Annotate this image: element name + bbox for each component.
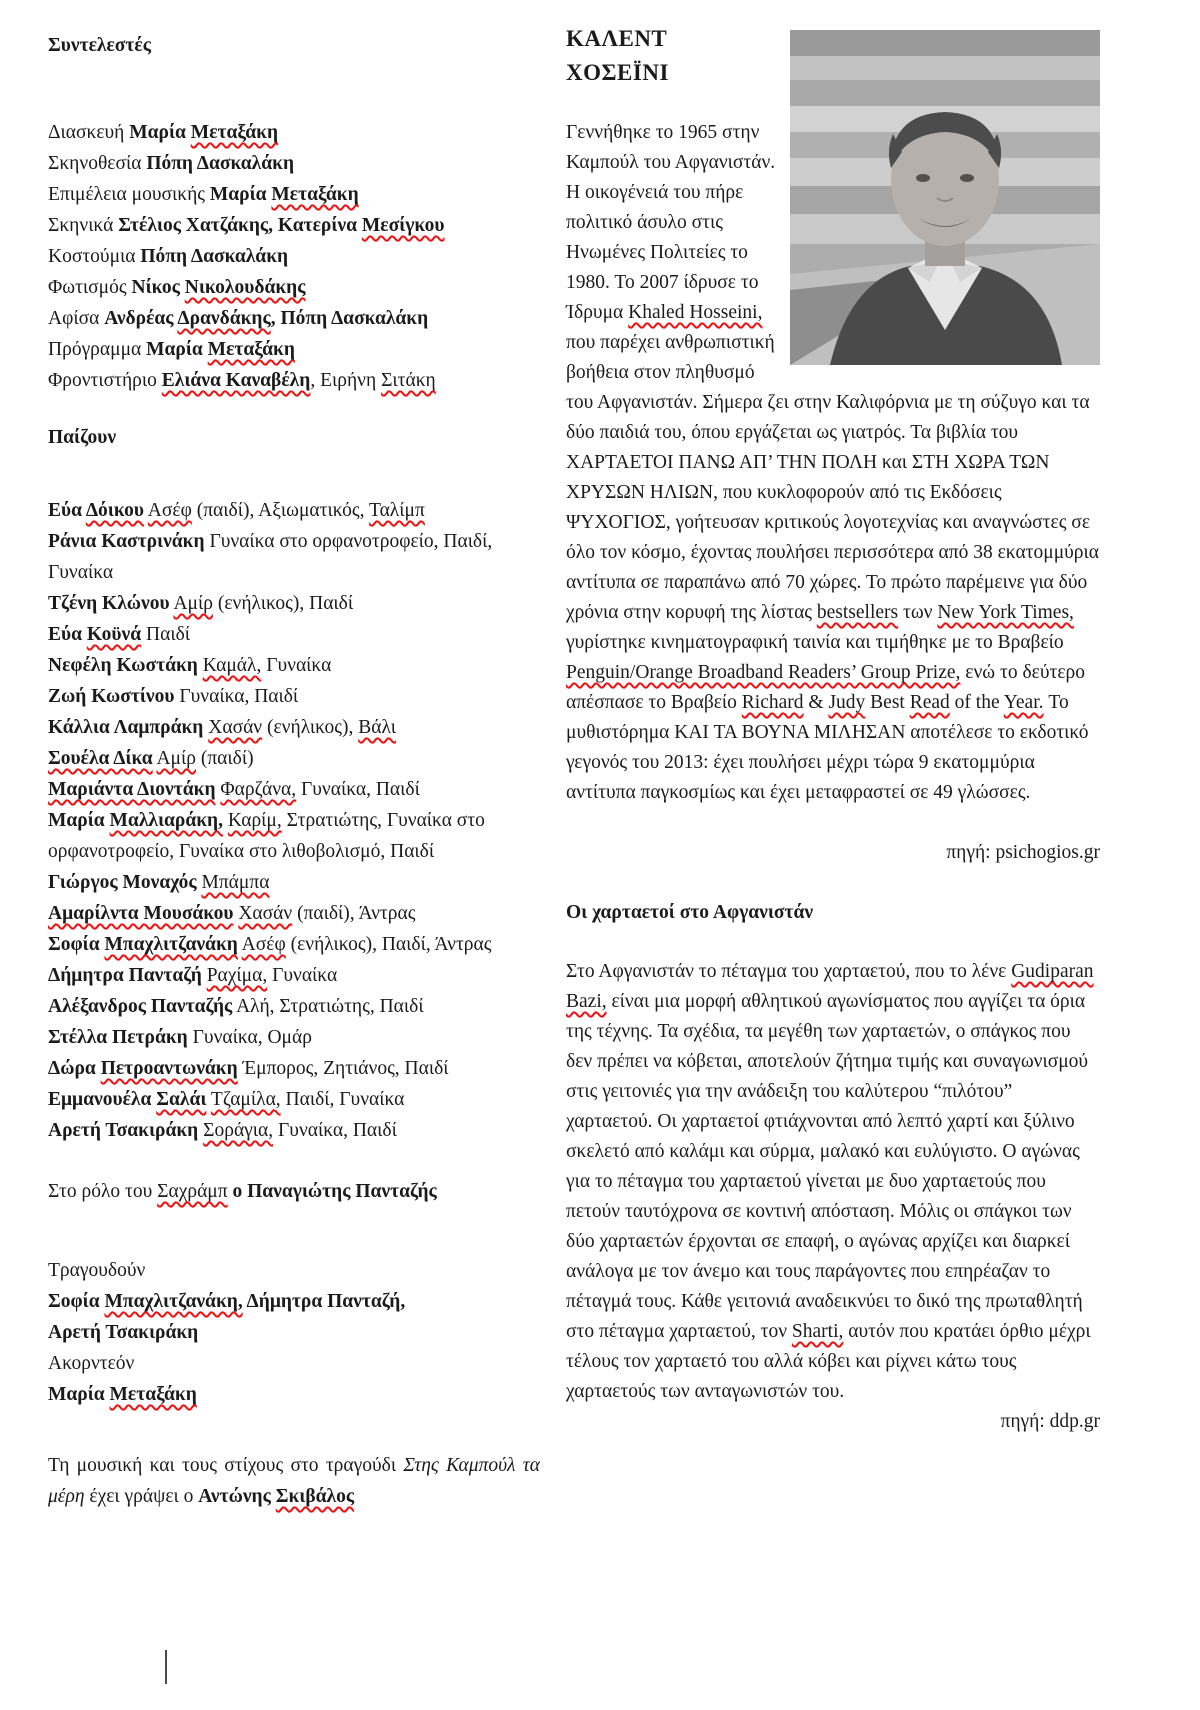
spellcheck-flagged-text: Ελιάνα Καναβέλη (161, 370, 311, 391)
text-segment: ενώ το δεύτερο απέσπασε το Βραβείο (566, 662, 1085, 713)
spacer (48, 1410, 540, 1450)
text-segment: Γυναίκα, Παιδί (273, 1120, 397, 1141)
right-column (566, 22, 1100, 1437)
accordion-heading: Ακορντεόν (48, 1353, 135, 1374)
text-segment: ο Παναγιώτης Πανταζής (232, 1181, 437, 1202)
spellcheck-flagged-text: Μεταξάκη (190, 122, 279, 143)
text-segment: Γυναίκα (267, 965, 338, 986)
cast-line (48, 960, 540, 991)
credit-line (48, 148, 540, 179)
spellcheck-flagged-text: Μαριάντα Διοντάκη (48, 779, 216, 800)
spellcheck-flagged-text: Year. (1003, 692, 1044, 713)
credit-line (48, 179, 540, 210)
singers-heading: Τραγουδούν (48, 1260, 146, 1281)
text-segment: Γυναίκα, Παιδί (174, 686, 299, 707)
text-segment: Μαρία (48, 1384, 110, 1405)
spellcheck-flagged-text: Sharti, (791, 1321, 844, 1342)
text-segment: Εύα (48, 500, 86, 521)
spellcheck-flagged-text: Αμίρ (156, 748, 196, 769)
portrait-photo-graphic (790, 30, 1100, 365)
text-segment: Τζένη Κλώνου (48, 593, 170, 614)
spellcheck-flagged-text: Φαρζάνα, (220, 779, 297, 800)
spellcheck-flagged-text: Khaled Hosseini, (628, 302, 763, 323)
text-segment: είναι μια μορφή αθλητικού αγωνίσματος που αγγίζει τα όρια της τέχνης. Τα σχέδια, τα μεγέθη των χαρταετών, ο σπάγκος που δεν πρέπει να κόβεται, αποτελούν ζήτημα τιμής και συναγωνισμού στις γειτονιές για την ανάδειξη του καλύτερου “πιλότου” χαρταετού. Οι χαρταετοί φτιάχνονται από λεπτό χαρτί και ξύλινο σκελετό από καλάμι και σύρμα, μαλακό και ευλύγιστο. Ο αγώνας για το πέταγμα του χαρταετού γίνεται με δυο χαρταετούς που πετούν ταυτόχρονα σε κοντινή απόσταση. Μόλις οι σπάγκοι των δύο χαρταετών έρχονται σε επαφή, ο αγώνας αρχίζει και διαρκεί ανάλογα με τον άνεμο και τους παράγοντες που επηρέαζαν το πέταγμά τους. Κάθε γειτονιά αναδεικνύει το δικό της πρωταθλητή στο πέταγμα χαρταετού, τον (566, 991, 1089, 1342)
text-segment: Φωτισμός (48, 277, 132, 298)
text-segment: Δήμητρα Πανταζή (48, 965, 202, 986)
credit-line (48, 365, 540, 396)
spellcheck-flagged-text: Σιτάκη (381, 370, 436, 391)
spellcheck-flagged-text: Read (909, 692, 950, 713)
spellcheck-flagged-text: Αμίρ (173, 593, 213, 614)
text-segment: Στρατιώτης, Γυναίκα στο ορφανοτροφείο, Γυναίκα στο λιθοβολισμό, Παιδί (48, 810, 485, 862)
text-segment: Πρόγραμμα (48, 339, 147, 360)
cast-line (48, 495, 540, 526)
text-segment: Ζωή Κωστίνου (48, 686, 175, 707)
sohrab-note (48, 1176, 540, 1207)
spellcheck-flagged-text: Gudiparan Bazi, (566, 961, 1094, 1012)
text-segment: Νεφέλη Κωστάκη (48, 655, 198, 676)
cast-line (48, 898, 540, 929)
spellcheck-flagged-text: Richard (741, 692, 804, 713)
spacer (48, 61, 540, 117)
singer-line (48, 1286, 540, 1317)
text-segment: Στέλλα Πετράκη (48, 1027, 188, 1048)
text-segment: Αντώνης (198, 1486, 276, 1507)
music-credit-note (48, 1450, 540, 1512)
text-segment: Έμπορος, Ζητιάνος, Παιδί (237, 1058, 449, 1079)
cast-line (48, 867, 540, 898)
text-segment: Δώρα (48, 1058, 101, 1079)
spellcheck-flagged-text: Καρίμ, (227, 810, 282, 831)
spellcheck-flagged-text: New York Times, (937, 602, 1074, 623)
spellcheck-flagged-text: Ασέφ (147, 500, 192, 521)
text-segment: Γυναίκα, Ομάρ (187, 1027, 312, 1048)
text-segment: Επιμέλεια μουσικής (48, 184, 210, 205)
cast-line (48, 650, 540, 681)
credits-heading: Συντελεστές (48, 35, 151, 56)
text-segment: (ενήλικος), (262, 717, 359, 738)
text-segment: Διασκευή (48, 122, 130, 143)
cast-line (48, 929, 540, 960)
spellcheck-flagged-text: Μπαχλιτζανάκη, (104, 1291, 243, 1312)
text-segment: έχει γράψει ο (84, 1486, 199, 1507)
spellcheck-flagged-text: Μεταξάκη (207, 339, 295, 360)
cast-heading: Παίζουν (48, 427, 117, 448)
cast-list (48, 495, 540, 1146)
text-segment: Αλή, Στρατιώτης, Παιδί (232, 996, 424, 1017)
source-psichogios: πηγή: psichogios.gr (946, 842, 1100, 863)
cast-line (48, 805, 540, 867)
spellcheck-flagged-text: Σαχράμπ (157, 1181, 228, 1202)
spellcheck-flagged-text: Καμάλ, (202, 655, 262, 676)
credits-list (48, 117, 540, 396)
left-column (48, 30, 540, 1512)
text-segment: of the (949, 692, 1004, 713)
spellcheck-flagged-text: Μεταξάκη (271, 184, 359, 205)
credit-line (48, 272, 540, 303)
text-segment: Εύα (48, 624, 87, 645)
text-segment: Πόπη Δασκαλάκη (280, 308, 429, 329)
text-segment: (παιδί) (195, 748, 254, 769)
khaled-hosseini-photo (790, 30, 1100, 365)
cast-line (48, 588, 540, 619)
text-segment: Σκηνοθεσία (48, 153, 147, 174)
text-segment: Αρετή Τσακιράκη (48, 1322, 199, 1343)
text-segment: Φροντιστήριο (48, 370, 162, 391)
author-name-line2: ΧΟΣΕΪΝΙ (566, 60, 669, 85)
spellcheck-flagged-text: bestsellers (816, 602, 899, 623)
spellcheck-flagged-text: Μαλλιαράκη, (109, 810, 223, 831)
cast-line (48, 743, 540, 774)
credit-line (48, 334, 540, 365)
accordion-player (48, 1379, 540, 1410)
spacer (566, 929, 1100, 957)
text-segment: Το μυθιστόρημα ΚΑΙ ΤΑ ΒΟΥΝΑ ΜΙΛΗΣΑΝ αποτέλεσε το εκδοτικό γεγονός του 2013: έχει πουλήσει μέχρι τώρα 9 εκατομμύρια αντίτυπα παγκοσμίως και έχει μεταφραστεί σε 49 γλώσσες. (566, 692, 1089, 803)
spellcheck-flagged-text: Σκιβάλος (275, 1486, 355, 1507)
text-segment: (παιδί), Άντρας (292, 903, 416, 924)
text-segment: Γυναίκα στο ορφανοτροφείο, Παιδί, Γυναίκα (48, 531, 493, 583)
text-segment: Μαρία (209, 184, 272, 205)
spacer (48, 1207, 540, 1255)
text-segment: & (803, 692, 829, 713)
text-segment: Σοφία (48, 934, 105, 955)
spellcheck-flagged-text: Χασάν (208, 717, 263, 738)
text-segment: Παιδί (141, 624, 191, 645)
spellcheck-flagged-text: Σουέλα Δίκα (48, 748, 153, 769)
spellcheck-flagged-text: Σοράγια, (203, 1120, 274, 1141)
text-segment: Μαρία (48, 810, 110, 831)
spellcheck-flagged-text: Τζαμίλα, (210, 1089, 281, 1110)
text-segment: (ενήλικος), Παιδί (212, 593, 354, 614)
text-segment: , Ειρήνη (310, 370, 382, 391)
text-segment: Νίκος (131, 277, 185, 298)
spellcheck-flagged-text: Κοϋνά (86, 624, 142, 645)
spellcheck-flagged-text: Αμαρίλντα Μουσάκου (48, 903, 234, 924)
spellcheck-flagged-text: Ταλίμπ (369, 500, 425, 521)
cast-line (48, 712, 540, 743)
text-segment: που παρέχει ανθρωπιστική βοήθεια στον πληθυσμό του Αφγανιστάν. Σήμερα ζει στην Καλιφόρνια με τη σύζυγο και τα δύο παιδιά του, όπου εργάζεται ως γιατρός. Τα βιβλία του ΧΑΡΤΑΕΤΟΙ ΠΑΝΩ ΑΠ’ ΤΗΝ ΠΟΛΗ και ΣΤΗ ΧΩΡΑ ΤΩΝ ΧΡΥΣΩΝ ΗΛΙΩΝ, που κυκλοφορούν από τις Εκδόσεις ΨΥΧΟΓΙΟΣ, γοήτευσαν κριτικούς λογοτεχνίας και αναγνώστες σε όλο τον κόσμο, έχοντας πουλήσει περισσότερα από 38 εκατομμύρια αντίτυπα σε παραπάνω από 70 χώρες. Το πρώτο παρέμεινε για δύο χρόνια στην κορυφή της λίστας (566, 332, 1100, 623)
credit-line (48, 303, 540, 334)
spellcheck-flagged-text: Νικολουδάκης (184, 277, 306, 298)
spellcheck-flagged-text: Χασάν (238, 903, 293, 924)
spellcheck-flagged-text: Μεταξάκη (109, 1384, 197, 1405)
cast-line (48, 1115, 540, 1146)
text-segment: Πόπη Δασκαλάκη (146, 153, 295, 174)
spellcheck-flagged-text: Βάλι (358, 717, 396, 738)
singer-line (48, 1317, 540, 1348)
text-segment: Κοστούμια (48, 246, 141, 267)
spellcheck-flagged-text: Ραχίμα, (206, 965, 268, 986)
text-segment: Παιδί, Γυναίκα (280, 1089, 405, 1110)
text-segment: Γυναίκα, Παιδί (296, 779, 420, 800)
spellcheck-flagged-text: Penguin/Orange Broadband Readers’ Group Prize, (566, 662, 961, 683)
text-segment: αυτόν που κρατάει όρθιο μέχρι τέλους τον χαρταετό του αλλά κόβει και ρίχνει κάτω τους χαρταετούς των ανταγωνιστών του. (566, 1321, 1091, 1402)
spellcheck-flagged-text: Δρανδάκης (177, 308, 271, 329)
credit-line (48, 241, 540, 272)
spellcheck-flagged-text: Δόικου (85, 500, 144, 521)
cast-line (48, 681, 540, 712)
text-segment: Γιώργος Μοναχός (48, 872, 197, 893)
text-segment: γυρίστηκε κινηματογραφική ταινία και τιμήθηκε με το Βραβείο (566, 632, 1064, 653)
text-segment: Στο Αφγανιστάν το πέταγμα του χαρταετού, που το λένε (566, 961, 1012, 982)
credit-line (48, 210, 540, 241)
cast-line (48, 526, 540, 588)
spellcheck-flagged-text: Ασέφ (241, 934, 286, 955)
text-segment: Μαρία (146, 339, 208, 360)
text-segment: των (898, 602, 938, 623)
text-segment: Αφίσα (48, 308, 105, 329)
text-segment: (ενήλικος), Παιδί, Άντρας (285, 934, 492, 955)
text-segment: Σκηνικά (48, 215, 119, 236)
text-segment: Αλέξανδρος Πανταζής (48, 996, 233, 1017)
singers-list (48, 1286, 540, 1348)
source-ddp: πηγή: ddp.gr (1000, 1411, 1100, 1432)
spacer (566, 808, 1100, 838)
spacer (566, 868, 1100, 898)
text-segment: Εμμανουέλα (48, 1089, 157, 1110)
text-segment: (παιδί), Αξιωματικός, (191, 500, 370, 521)
text-segment: Τη μουσική και τους στίχους στο τραγούδι (48, 1455, 404, 1476)
text-segment: Best (865, 692, 910, 713)
text-cursor (165, 1650, 167, 1684)
text-segment: Αρετή Τσακιράκη (48, 1120, 199, 1141)
spacer (48, 453, 540, 495)
spacer (48, 396, 540, 422)
text-segment: Γεννήθηκε το 1965 στην Καμπούλ του Αφγανιστάν. Η οικογένειά του πήρε πολιτικό άσυλο στις Ηνωμένες Πολιτείες το 1980. Το 2007 ίδρυσε το Ίδρυμα (566, 122, 776, 323)
text-segment: Σοφία (48, 1291, 105, 1312)
text-segment: Στο ρόλο του (48, 1181, 158, 1202)
spellcheck-flagged-text: Σαλάι (156, 1089, 207, 1110)
cast-line (48, 1022, 540, 1053)
spellcheck-flagged-text: Μπαχλιτζανάκη (104, 934, 238, 955)
cast-line (48, 619, 540, 650)
text-segment: Πόπη Δασκαλάκη (140, 246, 289, 267)
cast-line (48, 1053, 540, 1084)
text-segment: Στης Καμπούλ τα μέρη (48, 1455, 540, 1507)
text-segment: Γυναίκα (261, 655, 332, 676)
text-segment: Στέλιος Χατζάκης, Κατερίνα (118, 215, 362, 236)
spacer (48, 1146, 540, 1176)
text-segment: Κάλλια Λαμπράκη (48, 717, 204, 738)
author-name-line1: ΚΑΛΕΝΤ (566, 26, 668, 51)
kites-heading: Οι χαρταετοί στο Αφγανιστάν (566, 902, 814, 923)
cast-line (48, 1084, 540, 1115)
text-segment: , (270, 308, 281, 329)
text-segment: Ράνια Καστρινάκη (48, 531, 205, 552)
text-segment: Μαρία (129, 122, 191, 143)
cast-line (48, 991, 540, 1022)
credit-line (48, 117, 540, 148)
cast-line (48, 774, 540, 805)
kites-paragraph (566, 957, 1100, 1407)
spellcheck-flagged-text: Μεσίγκου (361, 215, 445, 236)
text-segment: Δήμητρα Πανταζή, (242, 1291, 406, 1312)
spellcheck-flagged-text: Μπάμπα (201, 872, 270, 893)
spellcheck-flagged-text: Πετροαντωνάκη (100, 1058, 238, 1079)
text-segment: Ανδρέας (104, 308, 178, 329)
spellcheck-flagged-text: Judy (828, 692, 866, 713)
